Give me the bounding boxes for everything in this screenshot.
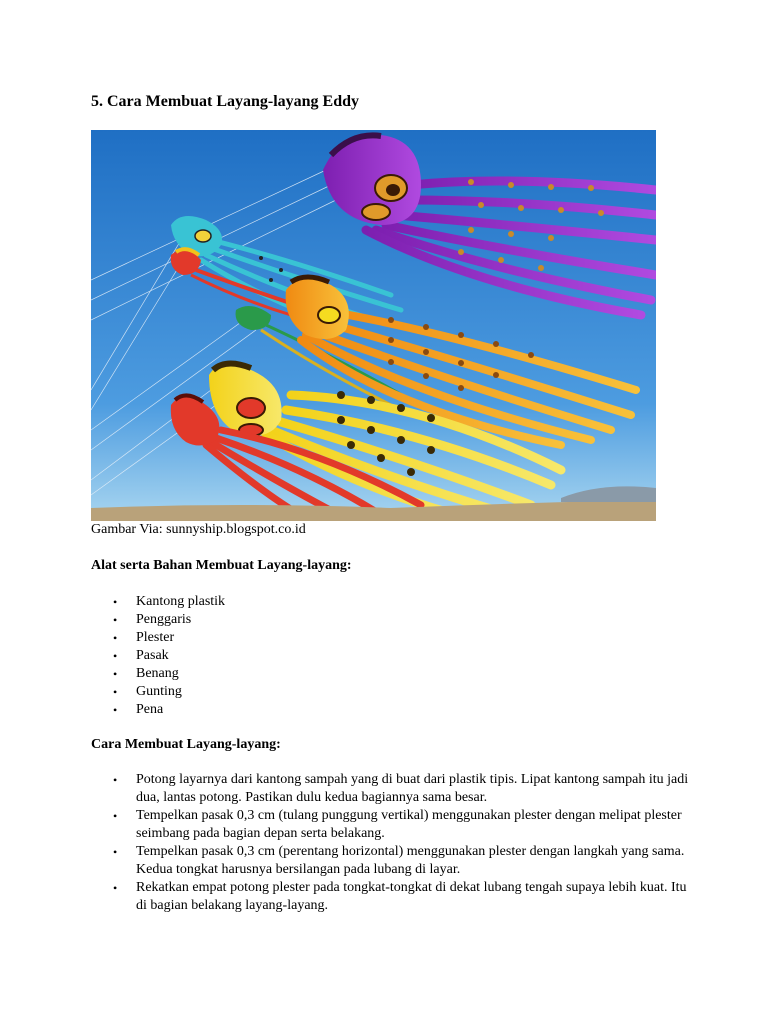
list-item: • Pena (113, 702, 164, 717)
list-item: • Tempelkan pasak 0,3 cm (tulang punggung vertikal) menggunakan plester dengan melipat plester seimbang pada bagian depan serta belakang. (113, 808, 682, 841)
octopus-kites-photo (91, 130, 656, 521)
bullet-icon: • (113, 595, 118, 609)
bullet-icon: • (113, 773, 118, 787)
bullet-icon: • (113, 703, 118, 717)
steps-list (91, 771, 691, 915)
bullet-icon: • (113, 881, 118, 895)
list-item: • Rekatkan empat potong plester pada tongkat-tongkat di dekat lubang tengah supaya lebih kuat. Itu di bagian belakang layang-layang. (113, 880, 687, 913)
tools-list (91, 593, 225, 719)
bullet-icon: • (113, 667, 118, 681)
list-item: • Tempelkan pasak 0,3 cm (perentang horizontal) menggunakan plester dengan langkah yang sama. Kedua tongkat harusnya bersilangan pada lubang di layar. (113, 844, 685, 877)
bullet-icon: • (113, 809, 118, 823)
list-item: • Kantong plastik (113, 594, 226, 609)
list-item: • Penggaris (113, 612, 192, 627)
bullet-icon: • (113, 613, 118, 627)
bullet-icon: • (113, 631, 118, 645)
list-item: • Potong layarnya dari kantong sampah yang di buat dari plastik tipis. Lipat kantong sampah itu jadi dua, lantas potong. Pastikan dulu kedua bagiannya sama besar. (113, 772, 689, 805)
section-title: 5. Cara Membuat Layang-layang Eddy (91, 93, 360, 110)
tools-heading: Alat serta Bahan Membuat Layang-layang: (91, 558, 352, 573)
bullet-icon: • (113, 685, 118, 699)
steps-heading: Cara Membuat Layang-layang: (91, 737, 281, 752)
bullet-icon: • (113, 845, 118, 859)
list-item: • Pasak (113, 648, 169, 663)
list-item: • Plester (113, 630, 175, 645)
bullet-icon: • (113, 649, 118, 663)
list-item: • Benang (113, 666, 179, 681)
image-caption: Gambar Via: sunnyship.blogspot.co.id (91, 522, 306, 537)
list-item: • Gunting (113, 684, 182, 699)
